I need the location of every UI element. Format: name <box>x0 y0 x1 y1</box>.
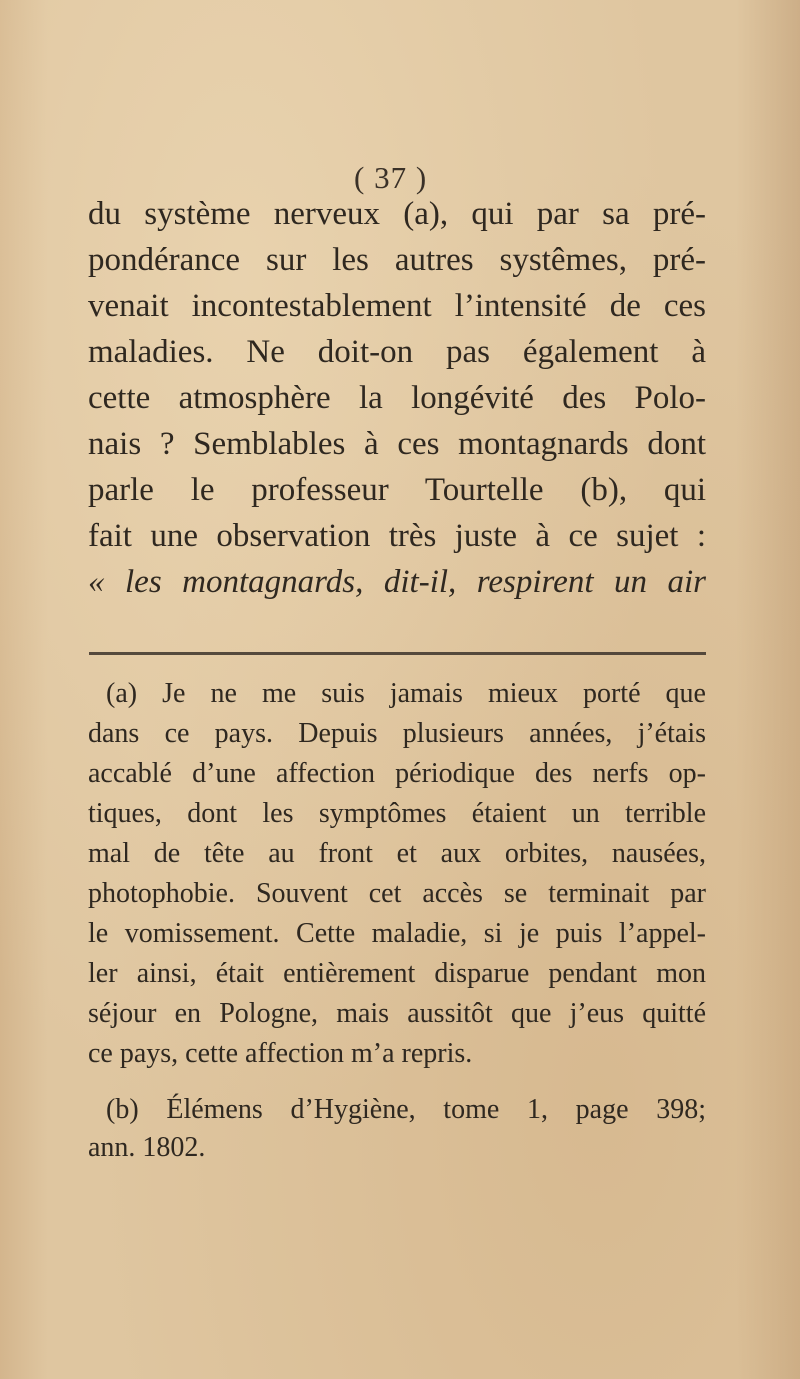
text-line: parle le professeur Tourtelle (b), qui <box>88 472 706 508</box>
footnote-rule <box>89 652 706 655</box>
text-line: pondérance sur les autres systêmes, pré- <box>88 242 706 278</box>
footnote-line: accablé d’une affection périodique des nerfs op- <box>88 758 706 789</box>
text-line: du système nerveux (a), qui par sa pré- <box>88 196 706 232</box>
footnote-line: ann. 1802. <box>88 1132 206 1163</box>
footnote-line: le vomissement. Cette maladie, si je puis l’appel- <box>88 918 706 949</box>
text-line: fait une observation très juste à ce sujet : <box>88 518 706 554</box>
footnote-line: séjour en Pologne, mais aussitôt que j’eus quitté <box>88 998 706 1029</box>
footnote-line: tiques, dont les symptômes étaient un terrible <box>88 798 706 829</box>
quoted-line: « les montagnards, dit-il, respirent un air <box>88 564 706 600</box>
footnote-line: (a) Je ne me suis jamais mieux porté que <box>106 678 706 709</box>
page-number: ( 37 ) <box>354 160 428 195</box>
footnote-line: (b) Élémens d’Hygiène, tome 1, page 398; <box>106 1094 706 1125</box>
footnote-line: mal de tête au front et aux orbites, nausées, <box>88 838 706 869</box>
text-line: venait incontestablement l’intensité de ces <box>88 288 706 324</box>
footnote-line: ce pays, cette affection m’a repris. <box>88 1038 473 1069</box>
footnote-line: ler ainsi, était entièrement disparue pendant mon <box>88 958 706 989</box>
text-line: maladies. Ne doit-on pas également à <box>88 334 706 370</box>
text-line: cette atmosphère la longévité des Polo- <box>88 380 706 416</box>
footnote-line: dans ce pays. Depuis plusieurs années, j’étais <box>88 718 706 749</box>
footnote-line: photophobie. Souvent cet accès se terminait par <box>88 878 706 909</box>
text-line: nais ? Semblables à ces montagnards dont <box>88 426 706 462</box>
